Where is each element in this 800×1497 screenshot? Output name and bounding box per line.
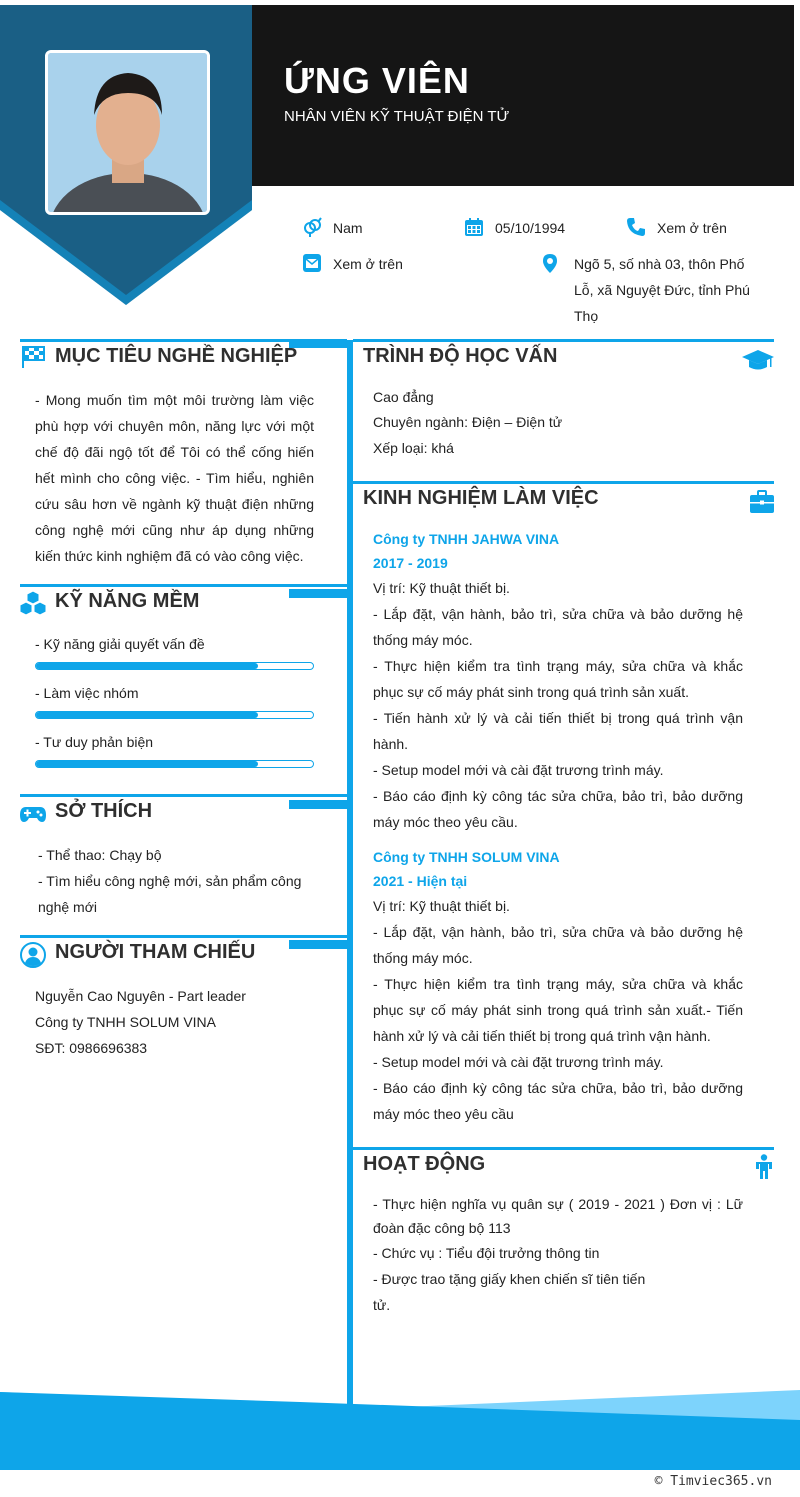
education-divider xyxy=(353,339,774,342)
hobbies-divider xyxy=(20,794,347,797)
activities-divider xyxy=(353,1147,774,1150)
job-line: - Báo cáo định kỳ công tác sửa chữa, bảo trì, bảo dưỡng máy móc theo yêu cầu. xyxy=(373,788,743,830)
job-line: - Lắp đặt, vận hành, bảo trì, sửa chữa và bảo dưỡng hệ thống máy móc. xyxy=(373,924,743,966)
reference-title: NGƯỜI THAM CHIẾU xyxy=(55,941,256,963)
calendar-icon xyxy=(464,217,484,237)
job-line: - Setup model mới và cài đặt trương trình máy. xyxy=(373,1054,664,1070)
skills-tab xyxy=(289,589,347,598)
skills-divider xyxy=(20,584,347,587)
job-period: 2021 - Hiện tại xyxy=(373,873,468,889)
job-line: Vị trí: Kỹ thuật thiết bị. xyxy=(373,898,510,914)
reference-line: Công ty TNHH SOLUM VINA xyxy=(35,1014,217,1030)
skills-title: KỸ NĂNG MỀM xyxy=(55,590,200,612)
avatar xyxy=(45,50,210,215)
job-line: - Báo cáo định kỳ công tác sửa chữa, bảo trì, bảo dưỡng máy móc theo yêu cầu xyxy=(373,1080,743,1122)
skill-bar-fill xyxy=(36,712,258,718)
hobbies-tab xyxy=(289,800,347,809)
copyright: © Timviec365.vn xyxy=(654,1474,772,1489)
gender-value: Nam xyxy=(333,220,363,236)
activity-line: tử. xyxy=(373,1297,391,1313)
skill-bar xyxy=(35,760,314,768)
education-line: Xếp loại: khá xyxy=(373,440,454,456)
job-line: - Thực hiện kiểm tra tình trạng máy, sửa chữa và khắc phục sự cố máy phát sinh trong quá trình sản xuất. xyxy=(373,658,743,700)
hobbies-title: SỞ THÍCH xyxy=(55,800,153,822)
job-line: - Setup model mới và cài đặt trương trình máy. xyxy=(373,762,664,778)
experience-title: KINH NGHIỆM LÀM VIỆC xyxy=(363,487,599,509)
address-value: Ngõ 5, số nhà 03, thôn Phố Lỗ, xã Nguyệt Đức, tỉnh Phú Thọ xyxy=(574,256,750,324)
flag-icon xyxy=(20,344,46,370)
birthday-value: 05/10/1994 xyxy=(495,220,566,236)
graduation-cap-icon xyxy=(742,348,774,374)
skill-bar-fill xyxy=(36,663,258,669)
user-circle-icon xyxy=(20,942,46,968)
email-value: Xem ở trên xyxy=(333,256,403,272)
job-description xyxy=(373,575,743,835)
job-company: Công ty TNHH SOLUM VINA xyxy=(373,849,560,865)
reference-divider xyxy=(20,935,347,938)
activity-line: - Thực hiện nghĩa vụ quân sự ( 2019 - 2021 ) Đơn vị : Lữ đoàn đặc công bộ 113 xyxy=(373,1196,743,1236)
skill-label: - Tư duy phản biện xyxy=(35,734,154,750)
job-period: 2017 - 2019 xyxy=(373,555,448,571)
activities-title: HOẠT ĐỘNG xyxy=(363,1153,486,1175)
hobby-item: - Thể thao: Chạy bộ xyxy=(38,847,162,863)
objective-tab xyxy=(289,339,347,348)
footer-wave xyxy=(0,1390,800,1480)
objective-title: MỤC TIÊU NGHỀ NGHIỆP xyxy=(55,345,298,367)
skill-bar xyxy=(35,662,314,670)
job-line: - Lắp đặt, vận hành, bảo trì, sửa chữa và bảo dưỡng hệ thống máy móc. xyxy=(373,606,743,648)
candidate-position: NHÂN VIÊN KỸ THUẬT ĐIỆN TỬ xyxy=(284,108,510,125)
hobby-item: - Tìm hiểu công nghệ mới, sản phẩm công nghệ mới xyxy=(38,873,302,915)
education-title: TRÌNH ĐỘ HỌC VẤN xyxy=(363,345,558,367)
column-divider xyxy=(347,340,353,1406)
phone-icon xyxy=(626,217,646,237)
gender-icon xyxy=(302,217,322,237)
job-description xyxy=(373,893,743,1127)
reference-tab xyxy=(289,940,347,949)
experience-divider xyxy=(353,481,774,484)
reference-line: SĐT: 0986696383 xyxy=(35,1040,148,1056)
email-icon xyxy=(302,253,322,273)
job-company: Công ty TNHH JAHWA VINA xyxy=(373,531,560,547)
activities-list xyxy=(373,1192,743,1318)
skill-bar-fill xyxy=(36,761,258,767)
job-line: Vị trí: Kỹ thuật thiết bị. xyxy=(373,580,510,596)
job-line: - Tiến hành xử lý và cải tiến thiết bị trong quá trình vận hành. xyxy=(373,710,743,752)
briefcase-icon xyxy=(749,489,775,515)
objective-text: - Mong muốn tìm một môi trường làm việc phù hợp với chuyên môn, năng lực với một chế độ đãi ngộ tốt để Tôi có thể cống hiến hết mình cho công việc. - Tìm hiểu, nghiên cứu sâu hơn về ngành kỹ thuật điện những công nghệ mới cũng như áp dụng những kiến thức kinh nghiệm đã có vào công việc. xyxy=(35,392,314,564)
activity-line: - Được trao tặng giấy khen chiến sĩ tiên tiến xyxy=(373,1271,646,1287)
person-icon xyxy=(754,1154,774,1180)
reference-line: Nguyễn Cao Nguyên - Part leader xyxy=(35,988,246,1004)
location-icon xyxy=(540,253,560,273)
job-line: - Thực hiện kiểm tra tình trạng máy, sửa chữa và khắc phục sự cố máy phát sinh trong quá trình sản xuất.- Tiến hành xử lý và cải tiến thiết bị trong quá trình vận hành. xyxy=(373,976,743,1044)
skill-label: - Làm việc nhóm xyxy=(35,685,139,701)
candidate-name: ỨNG VIÊN xyxy=(284,60,470,101)
cubes-icon xyxy=(20,590,46,616)
skill-bar xyxy=(35,711,314,719)
education-line: Cao đẳng xyxy=(373,389,434,405)
gamepad-icon xyxy=(20,801,46,827)
education-line: Chuyên ngành: Điện – Điện tử xyxy=(373,414,563,430)
skill-label: - Kỹ năng giải quyết vấn đề xyxy=(35,636,205,652)
phone-value: Xem ở trên xyxy=(657,220,727,236)
activity-line: - Chức vụ : Tiểu đội trưởng thông tin xyxy=(373,1245,600,1261)
